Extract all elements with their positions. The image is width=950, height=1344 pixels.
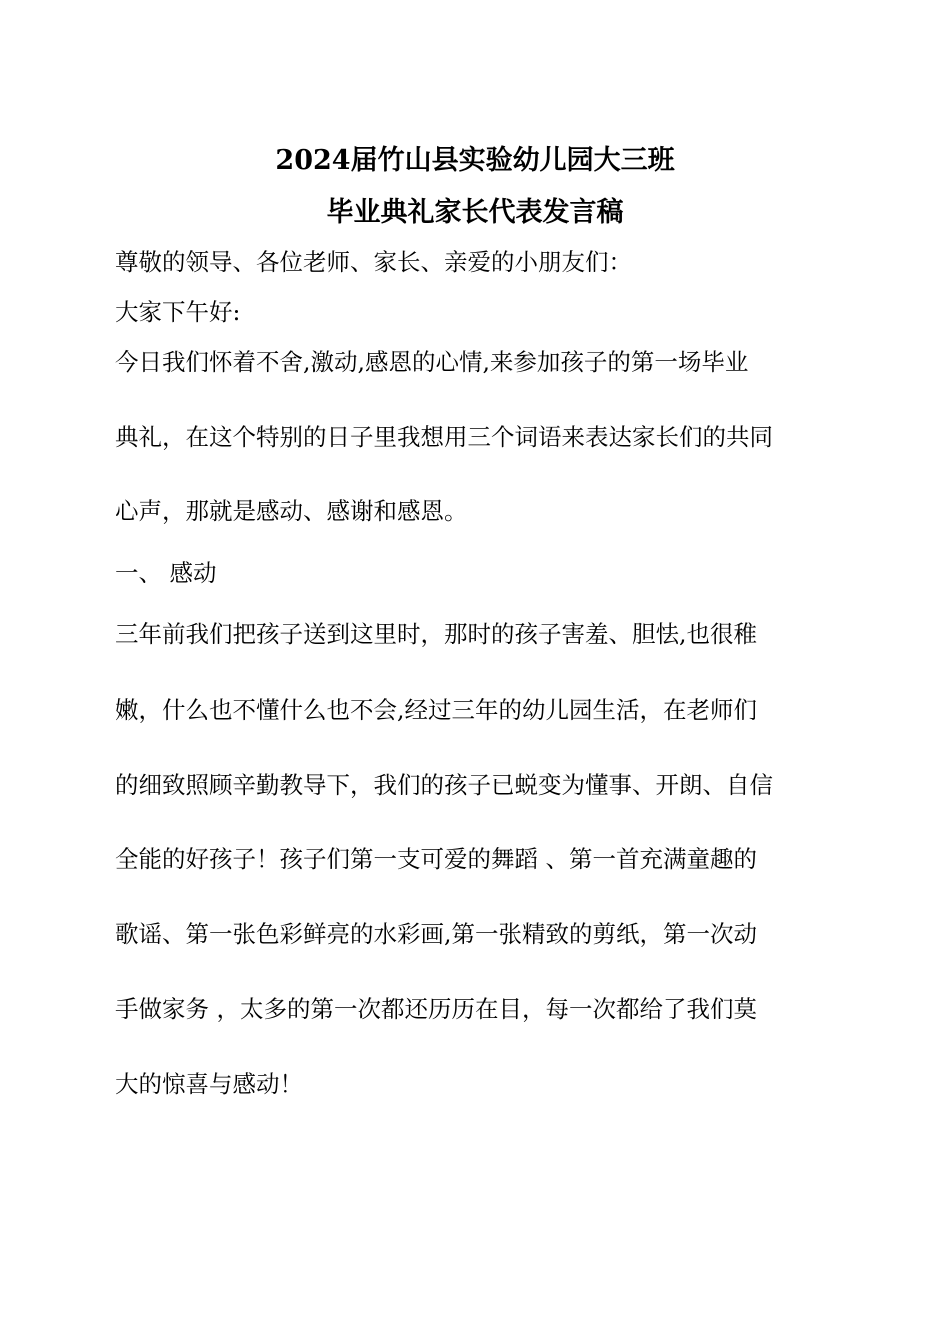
body-line: 大的惊喜与感动！: [115, 1070, 303, 1098]
body-line: 今日我们怀着不舍,激动,感恩的心情,来参加孩子的第一场毕业: [115, 348, 749, 376]
salutation: 尊敬的领导、各位老师、家长、亲爱的小朋友们：: [115, 248, 632, 276]
body-line: 的细致照顾辛勤教导下，我们的孩子已蜕变为懂事、开朗、自信: [115, 771, 773, 799]
body-line: 全能的好孩子！孩子们第一支可爱的舞蹈 、第一首充满童趣的: [115, 845, 757, 873]
body-line: 典礼，在这个特别的日子里我想用三个词语来表达家长们的共同: [115, 423, 773, 451]
document-title-line-1: 2024届竹山县实验幼儿园大三班: [275, 145, 675, 176]
body-line: 手做家务 ，太多的第一次都还历历在目，每一次都给了我们莫: [115, 995, 757, 1023]
body-line: 歌谣、第一张色彩鲜亮的水彩画,第一张精致的剪纸，第一次动: [115, 920, 757, 948]
body-line: 三年前我们把孩子送到这里时，那时的孩子害羞、胆怯,也很稚: [115, 620, 757, 648]
section-heading: 一、 感动: [115, 559, 217, 587]
body-line: 嫩，什么也不懂什么也不会,经过三年的幼儿园生活，在老师们: [115, 696, 757, 724]
document-title-line-2: 毕业典礼家长代表发言稿: [326, 197, 624, 228]
body-line: 心声，那就是感动、感谢和感恩。: [115, 497, 468, 525]
greeting: 大家下午好:: [115, 298, 241, 326]
